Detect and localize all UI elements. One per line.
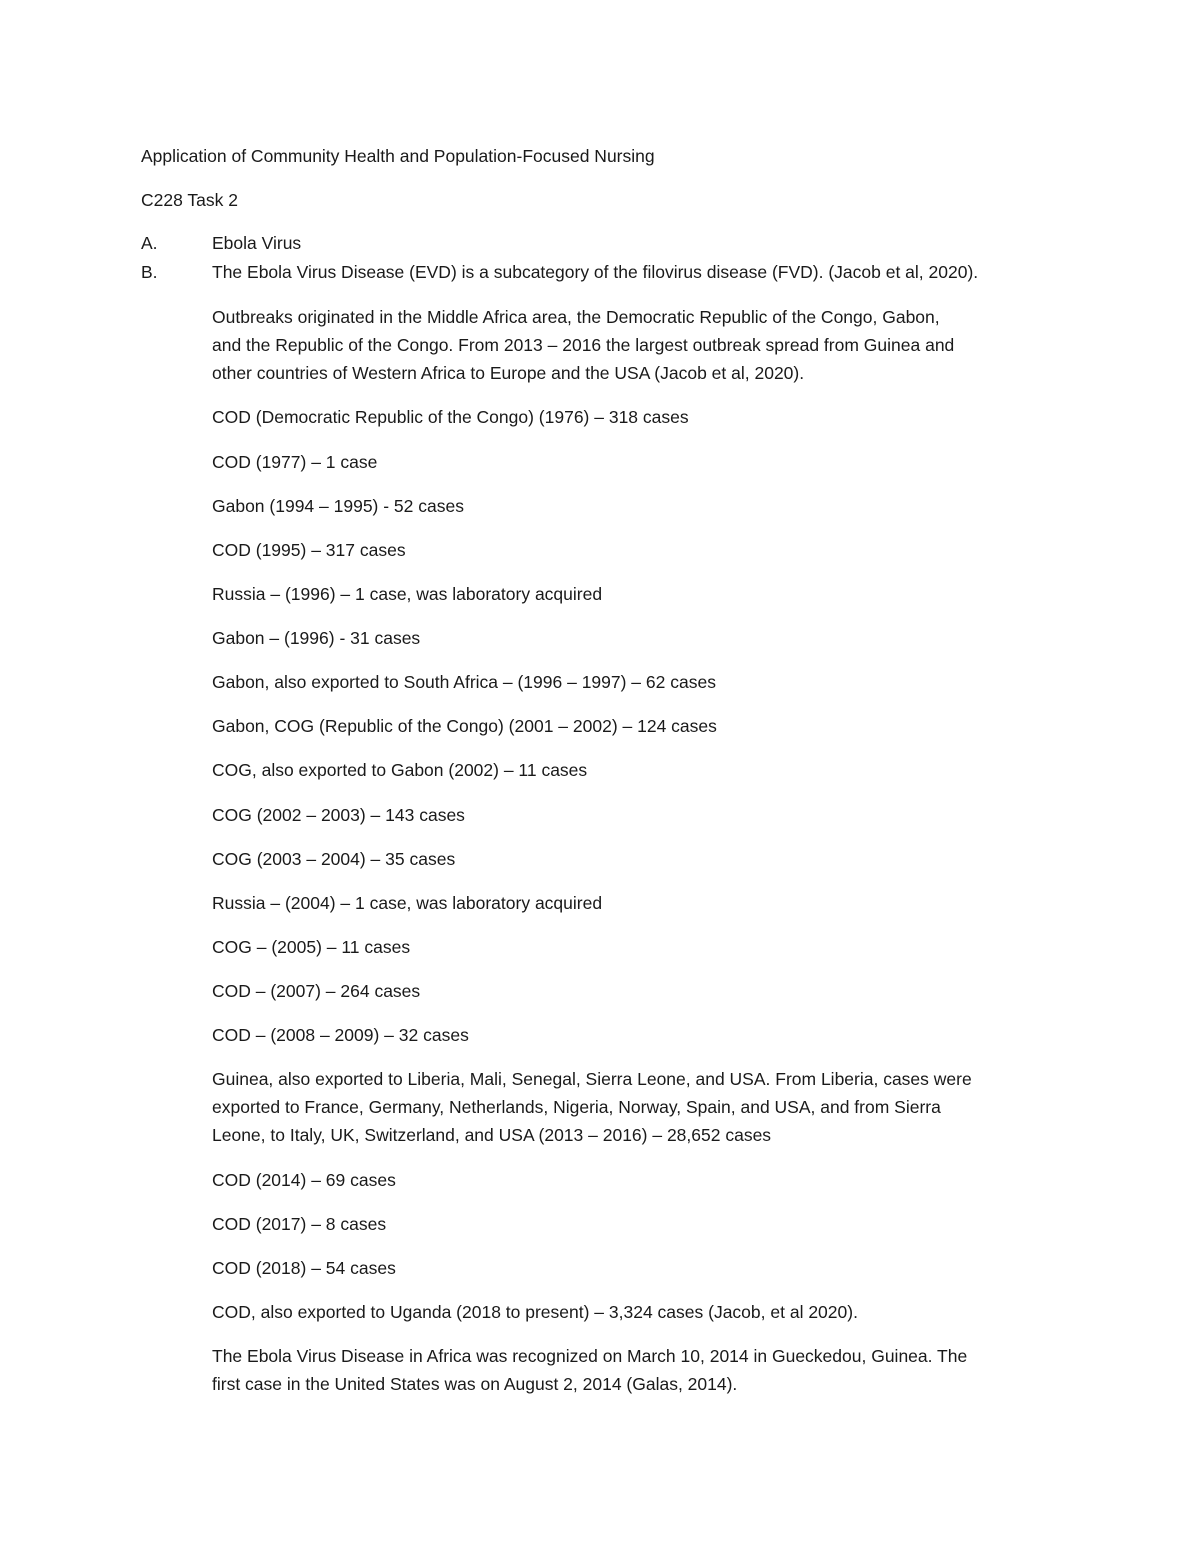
- outbreaks-line-3: other countries of Western Africa to Europe and the USA (Jacob et al, 2020).: [212, 363, 805, 383]
- guinea-line-2: exported to France, Germany, Netherlands, Nigeria, Norway, Spain, and USA, and from Sierra: [212, 1097, 941, 1117]
- list-marker-a: A.: [141, 233, 158, 253]
- outbreaks-line-1: Outbreaks originated in the Middle Africa area, the Democratic Republic of the Congo, Gabon,: [212, 307, 940, 327]
- case-entry: COD (Democratic Republic of the Congo) (1976) – 318 cases: [212, 407, 689, 427]
- case-entry: Gabon, also exported to South Africa – (1996 – 1997) – 62 cases: [212, 672, 716, 692]
- case-entry: COG (2002 – 2003) – 143 cases: [212, 805, 465, 825]
- case-entry: COD (1977) – 1 case: [212, 452, 378, 472]
- recognition-line-1: The Ebola Virus Disease in Africa was recognized on March 10, 2014 in Gueckedou, Guinea. The: [212, 1346, 968, 1366]
- case-entry: Gabon (1994 – 1995) - 52 cases: [212, 496, 464, 516]
- case-entry: COD, also exported to Uganda (2018 to present) – 3,324 cases (Jacob, et al 2020).: [212, 1302, 858, 1322]
- recognition-line-2: first case in the United States was on August 2, 2014 (Galas, 2014).: [212, 1374, 738, 1394]
- case-entry: COG (2003 – 2004) – 35 cases: [212, 849, 456, 869]
- guinea-line-3: Leone, to Italy, UK, Switzerland, and USA (2013 – 2016) – 28,652 cases: [212, 1125, 772, 1145]
- case-entry: COD (2018) – 54 cases: [212, 1258, 396, 1278]
- case-entry: Russia – (2004) – 1 case, was laboratory acquired: [212, 893, 603, 913]
- list-item-b: [141, 258, 978, 286]
- task-label: C228 Task 2: [141, 190, 238, 210]
- case-entry: COD – (2008 – 2009) – 32 cases: [212, 1025, 469, 1045]
- case-entry: COD (2017) – 8 cases: [212, 1214, 387, 1234]
- case-entry: COD (1995) – 317 cases: [212, 540, 406, 560]
- list-text-b: The Ebola Virus Disease (EVD) is a subcategory of the filovirus disease (FVD). (Jacob et al, 2020).: [212, 262, 979, 282]
- case-entry: Russia – (1996) – 1 case, was laboratory acquired: [212, 584, 603, 604]
- guinea-line-1: Guinea, also exported to Liberia, Mali, Senegal, Sierra Leone, and USA. From Liberia, cases were: [212, 1069, 972, 1089]
- list-marker-b: B.: [141, 262, 158, 282]
- case-entry: Gabon – (1996) - 31 cases: [212, 628, 421, 648]
- case-entry: COD (2014) – 69 cases: [212, 1170, 396, 1190]
- case-entry: Gabon, COG (Republic of the Congo) (2001 – 2002) – 124 cases: [212, 716, 717, 736]
- outbreaks-line-2: and the Republic of the Congo. From 2013 – 2016 the largest outbreak spread from Guinea and: [212, 335, 955, 355]
- list-item-a: [141, 229, 301, 257]
- case-entry: COD – (2007) – 264 cases: [212, 981, 421, 1001]
- document-title: Application of Community Health and Population-Focused Nursing: [141, 146, 655, 166]
- case-entry: COG, also exported to Gabon (2002) – 11 cases: [212, 760, 588, 780]
- list-text-a: Ebola Virus: [212, 233, 302, 253]
- case-entry: COG – (2005) – 11 cases: [212, 937, 411, 957]
